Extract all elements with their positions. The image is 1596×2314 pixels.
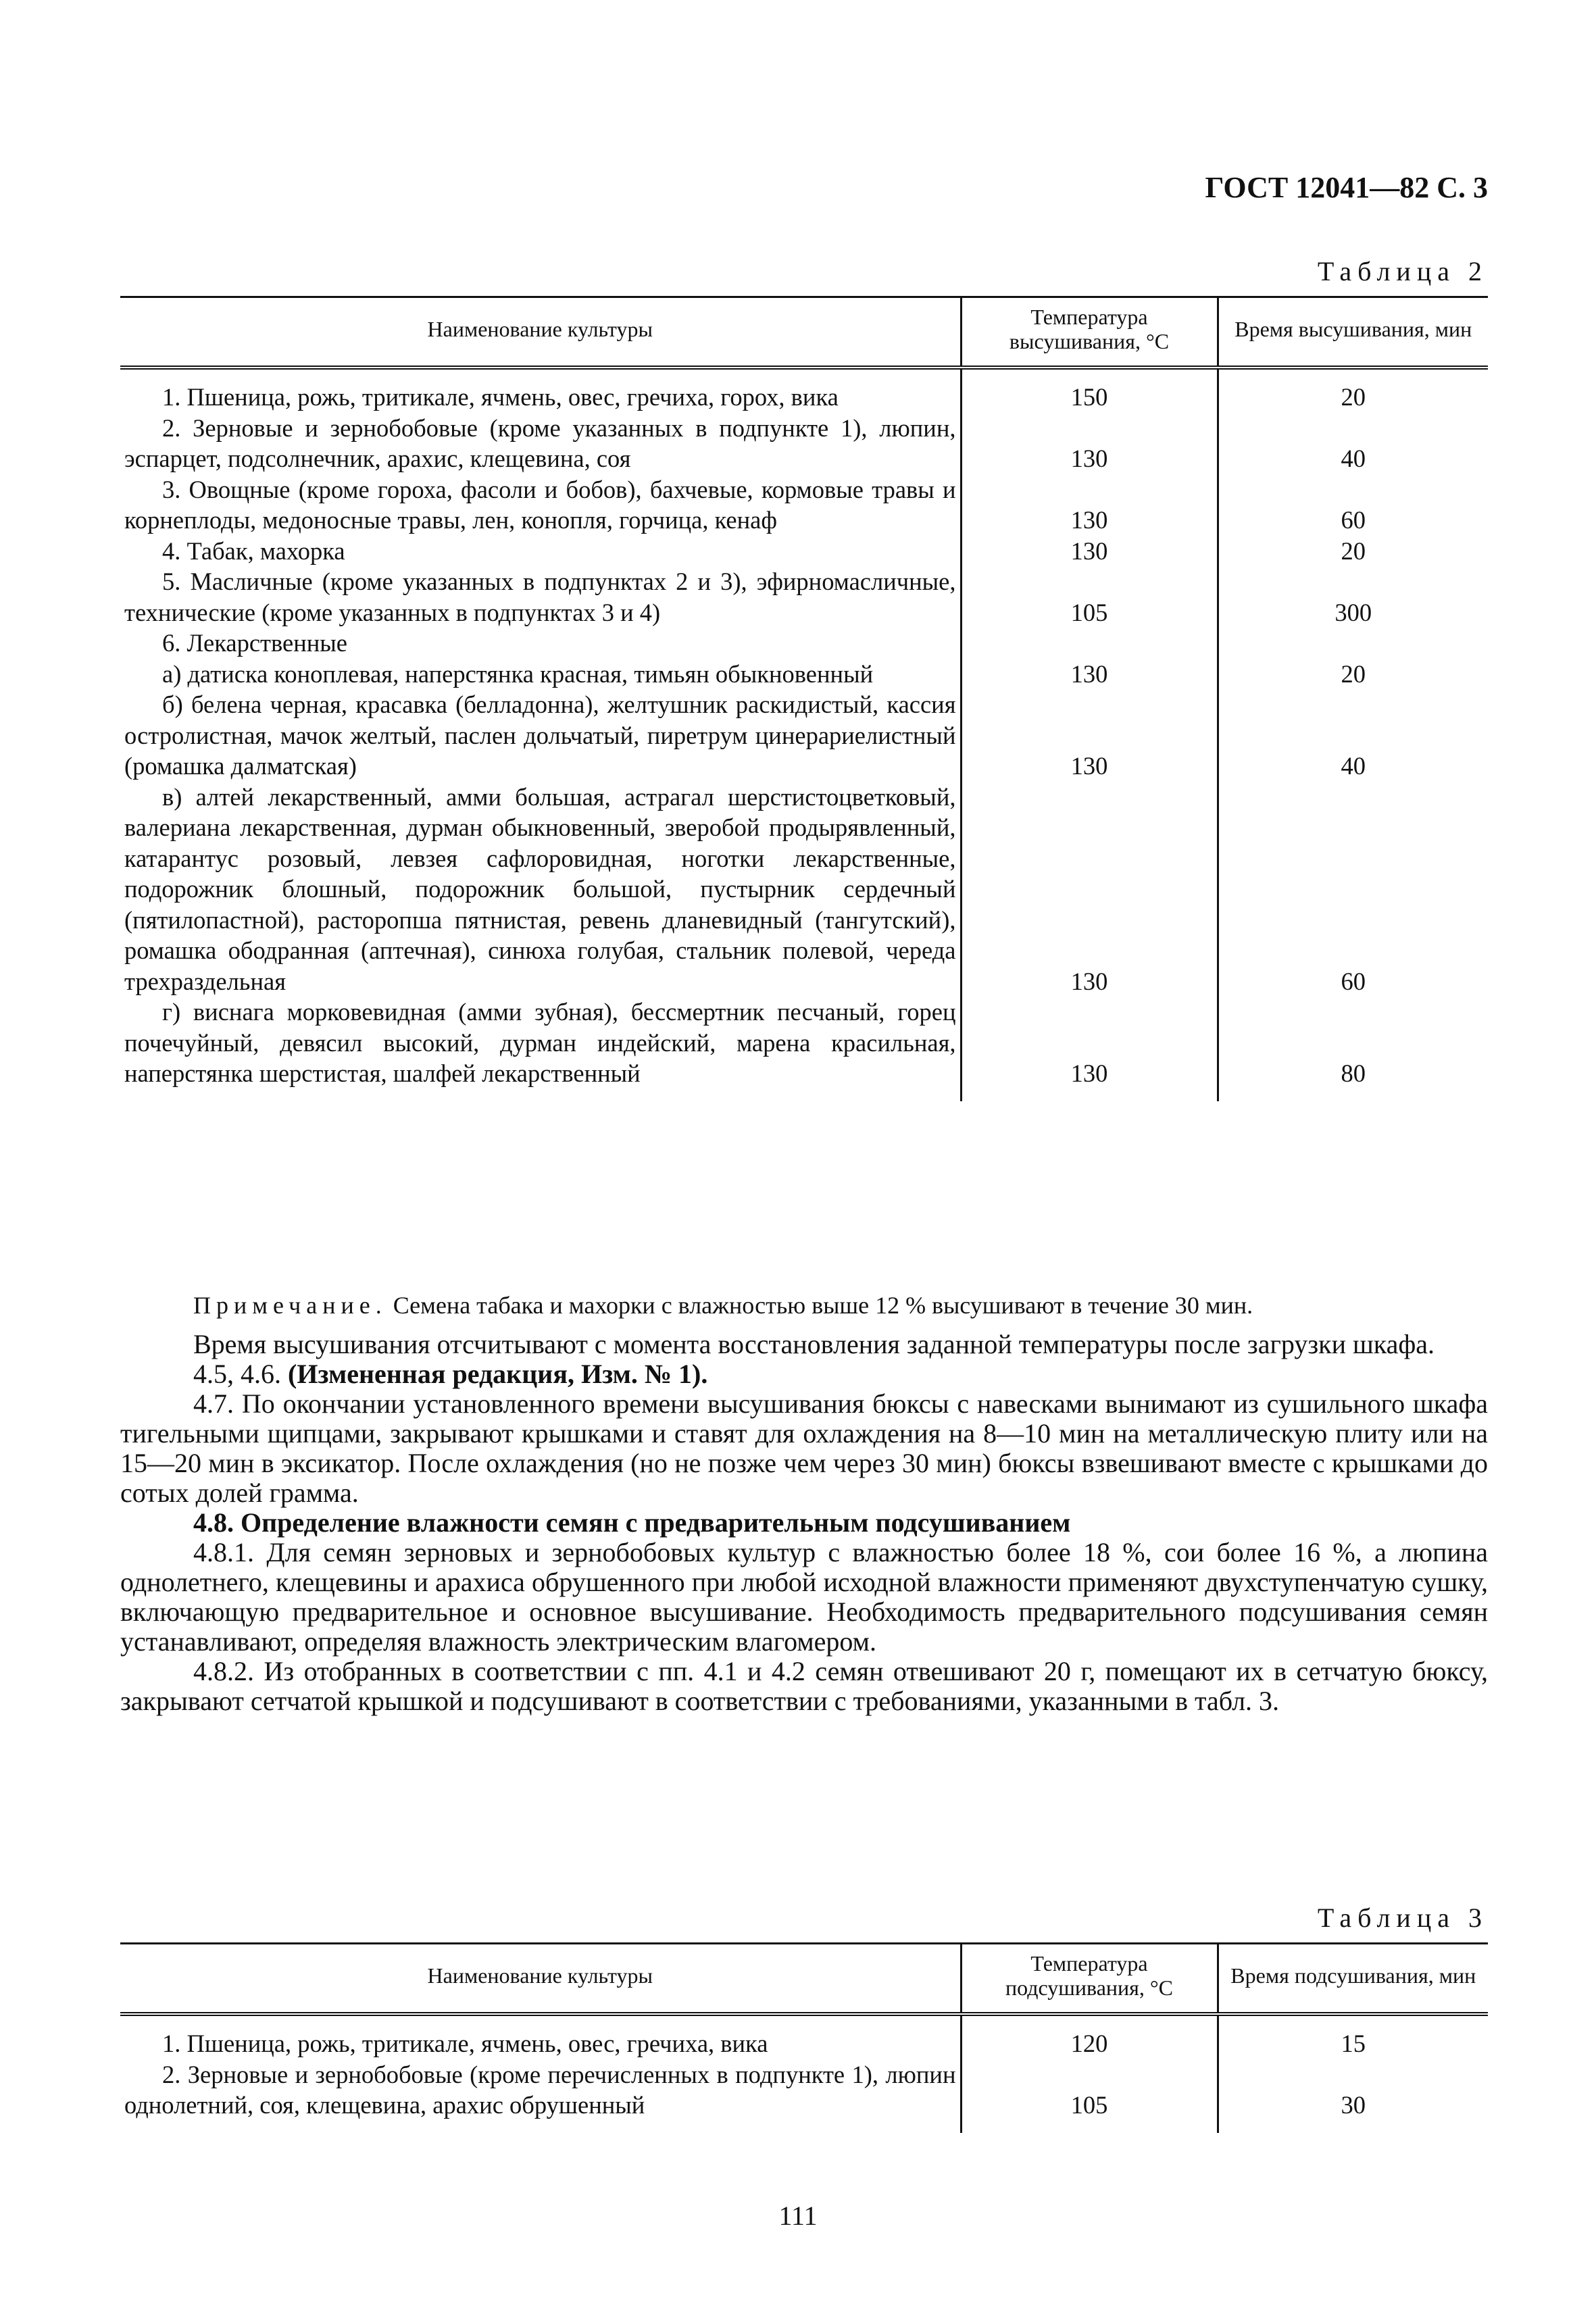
row-culture: б) белена черная, красавка (белладонна), желтушник раскидистый, кассия остролистная, мачок желтый, паслен дольчатый, пиретрум цинерариелистный (ромашка далматская) — [124, 690, 956, 780]
column-header-culture: Наименование культуры — [120, 1944, 961, 2015]
row-temperature: 130 — [961, 536, 1218, 567]
row-temperature: 105 — [961, 566, 1218, 628]
row-culture: 1. Пшеница, рожь, тритикале, ячмень, овес, гречиха, горох, вика — [162, 383, 839, 411]
table-row — [120, 659, 1488, 690]
column-header-culture: Наименование культуры — [120, 297, 961, 368]
row-temperature: 130 — [961, 474, 1218, 536]
table-row — [120, 782, 1488, 997]
table-row — [120, 689, 1488, 782]
section-heading-text: 4.8. Определение влажности семян с предварительным подсушиванием — [193, 1507, 1071, 1538]
paragraph: 4.8.1. Для семян зерновых и зернобобовых культур с влажностью более 18 %, сои более 16 %, а люпина однолетнего, клещевины и арахиса обрушенного при любой исходной влажности применяют двухступенчатую сушку, включающую предварительное и основное высушивание. Необходимость предварительного подсушивания семян устанавливают, определяя влажность электрическим влагомером. — [120, 1537, 1488, 1657]
amendment-clauses: 4.5, 4.6. — [193, 1359, 281, 1389]
table-row — [120, 368, 1488, 413]
row-culture: 4. Табак, махорка — [162, 536, 345, 565]
row-time: 15 — [1218, 2014, 1488, 2059]
paragraph: 4.7. По окончании установленного времени высушивания бюксы с навесками вынимают из сушильного шкафа тигельными щипцами, закрывают крышками и ставят для охлаждения на 8—10 мин на металлическую плиту или на 15—20 мин в эксикатор. После охлаждения (но не позже чем через 30 мин) бюксы взвешивают вместе с крышками до сотых долей грамма. — [120, 1388, 1488, 1508]
row-culture: г) виснага морковевидная (амми зубная), бессмертник песчаный, горец почечуйный, девясил высокий, дурман индейский, марена красильная, наперстянка шерстистая, шалфей лекарственный — [124, 998, 956, 1087]
row-culture: 1. Пшеница, рожь, тритикале, ячмень, овес, гречиха, вика — [162, 2030, 768, 2057]
row-time: 40 — [1218, 689, 1488, 782]
note-text: Семена табака и махорки с влажностью выше 12 % высушивают в течение 30 мин. — [393, 1292, 1253, 1319]
table-3 — [120, 1942, 1488, 2133]
table-row — [120, 628, 1488, 659]
row-time: 20 — [1218, 368, 1488, 413]
row-temperature: 120 — [961, 2014, 1218, 2059]
row-time: 30 — [1218, 2059, 1488, 2133]
table-row — [120, 566, 1488, 628]
row-time: 300 — [1218, 566, 1488, 628]
row-temperature: 150 — [961, 368, 1218, 413]
row-culture: 6. Лекарственные — [162, 629, 347, 657]
row-time: 60 — [1218, 474, 1488, 536]
note-label: Примечание. — [193, 1292, 387, 1319]
table-row — [120, 474, 1488, 536]
row-time: 60 — [1218, 782, 1488, 997]
section-heading — [120, 1508, 1488, 1538]
column-header-time: Время высушивания, мин — [1218, 297, 1488, 368]
row-time: 20 — [1218, 536, 1488, 567]
row-culture: 2. Зерновые и зернобобовые (кроме перечисленных в подпункте 1), люпин однолетний, соя, клещевина, арахис обрушенный — [124, 2060, 956, 2119]
table-row — [120, 2059, 1488, 2133]
paragraph-amendment — [120, 1359, 1488, 1389]
paragraph: Время высушивания отсчитывают с момента восстановления заданной температуры после загрузки шкафа. — [193, 1329, 1435, 1359]
row-time: 80 — [1218, 997, 1488, 1101]
table-2-note — [120, 1290, 1488, 1320]
row-culture: 3. Овощные (кроме гороха, фасоли и бобов), бахчевые, кормовые травы и корнеплоды, медоносные травы, лен, конопля, горчица, кенаф — [124, 475, 956, 534]
table-3-caption: Таблица 3 — [1317, 1903, 1488, 1933]
page-number: 111 — [778, 2200, 818, 2231]
paragraph: 4.8.2. Из отобранных в соответствии с пп. 4.1 и 4.2 семян отвешивают 20 г, помещают их в сетчатую бюксу, закрывают сетчатой крышкой и подсушивают в соответствии с требованиями, указанными в табл. 3. — [120, 1656, 1488, 1716]
table-2-caption: Таблица 2 — [1317, 256, 1488, 286]
row-time: 20 — [1218, 659, 1488, 690]
table-2-header-row — [120, 297, 1488, 368]
row-temperature — [961, 628, 1218, 659]
column-header-temperature: Температура подсушивания, °С — [961, 1944, 1218, 2015]
row-culture: 5. Масличные (кроме указанных в подпунктах 2 и 3), эфирномасличные, технические (кроме указанных в подпунктах 3 и 4) — [124, 568, 956, 626]
table-row — [120, 2014, 1488, 2059]
column-header-time: Время подсушивания, мин — [1218, 1944, 1488, 2015]
row-culture: в) алтей лекарственный, амми большая, астрагал шерстистоцветковый, валериана лекарственная, дурман обыкновенный, зверобой продырявленный, катарантус розовый, левзея сафлоровидная, ноготки лекарственные, подорожник блошный, подорожник большой, пустырник сердечный (пятилопастной), расторопша пятнистая, ревень дланевидный (тангутский), ромашка ободранная (аптечная), синюха голубая, стальник полевой, череда трехраздельная — [124, 782, 956, 995]
row-temperature: 130 — [961, 413, 1218, 474]
table-3-header-row — [120, 1944, 1488, 2015]
table-row — [120, 536, 1488, 567]
amendment-note: (Измененная редакция, Изм. № 1). — [288, 1359, 708, 1389]
row-culture: а) датиска коноплевая, наперстянка красная, тимьян обыкновенный — [162, 659, 874, 688]
row-time — [1218, 628, 1488, 659]
row-temperature: 130 — [961, 689, 1218, 782]
row-temperature: 130 — [961, 782, 1218, 997]
table-row — [120, 413, 1488, 474]
table-row — [120, 997, 1488, 1101]
page-header: ГОСТ 12041—82 С. 3 — [1205, 171, 1488, 204]
row-temperature: 130 — [961, 997, 1218, 1101]
row-temperature: 105 — [961, 2059, 1218, 2133]
table-2 — [120, 296, 1488, 1101]
column-header-temperature: Температура высушивания, °С — [961, 297, 1218, 368]
row-time: 40 — [1218, 413, 1488, 474]
row-culture: 2. Зерновые и зернобобовые (кроме указанных в подпункте 1), люпин, эспарцет, подсолнечник, арахис, клещевина, соя — [124, 413, 956, 472]
row-temperature: 130 — [961, 659, 1218, 690]
body-text — [120, 1290, 1488, 1716]
